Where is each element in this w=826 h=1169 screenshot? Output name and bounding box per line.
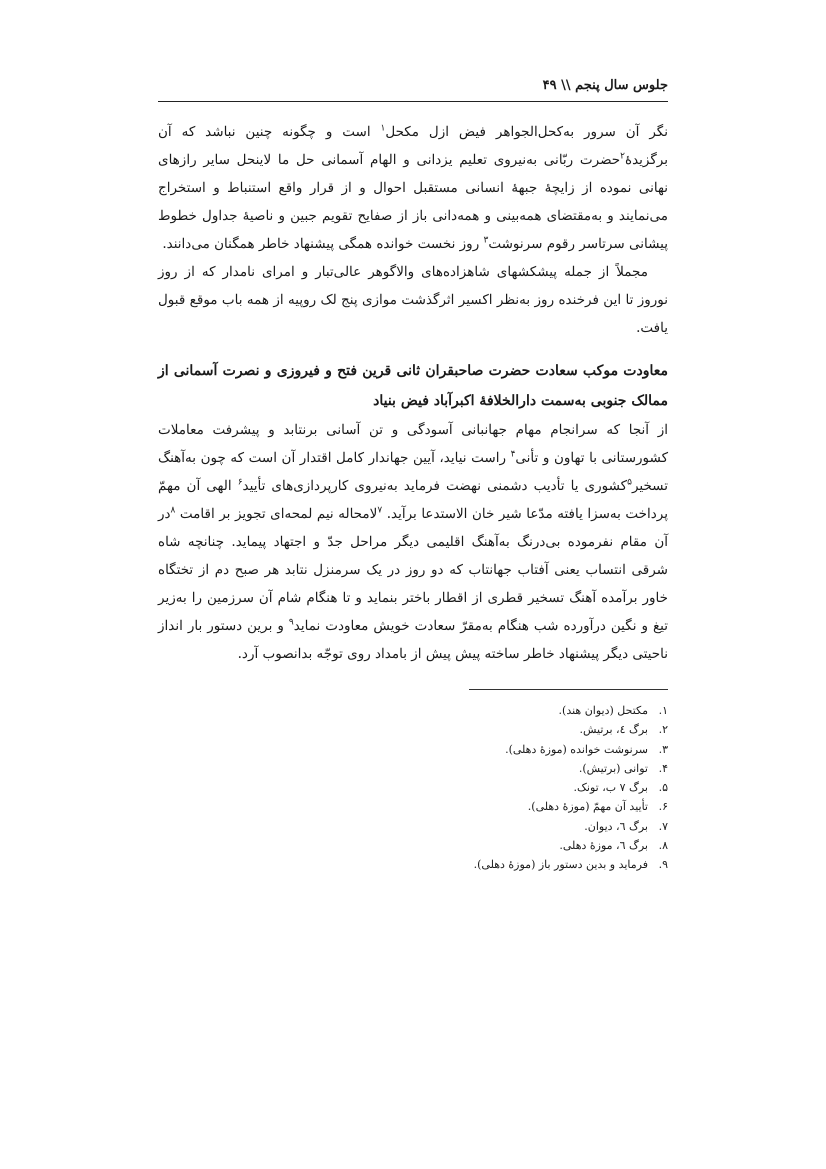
paragraph-1-text-a: نگر آن سرور به‌کحل‌الجواهر فیض ازل مکحل [385,124,668,140]
paragraph-3-text-e: لامحاله نیم لمحه‌ای تجویز بر اقامت [175,506,378,522]
footnote-number: ۷. [658,819,668,833]
footnote-ref-9: ۹ [288,617,294,628]
paragraph-3-text-b: راست نیاید، آیین جهاندار کامل اقتدار آن است که چون به‌آهنگ تسخیر [158,450,668,494]
footnote-number: ۴. [658,761,668,775]
footnote-ref-5: ۵ [627,477,632,488]
footnote-text: برگ ٦، دیوان. [584,819,648,833]
footnote-text: مکتحل (دیوان هند). [558,704,648,717]
paragraph-1-text-c: حضرت ربّانی به‌نیروی تعلیم یزدانی و الهام آسمانی حل ما لاینحل سایر رازهای نهانی نموده از زایچهٔ جبههٔ انسانی مستقبل احوال و از قرار واقع استنباط و استخراج می‌نمایند و به‌مقتضای همه‌بینی و همه‌دانی باز از صفایح تقویم جبین و ناصیهٔ جداول خطوط پیشانی سرتاسر رقوم سرنوشت [158,152,668,252]
footnote-item [158,740,668,759]
footnote-text: سرنوشت خوانده (موزهٔ دهلی). [505,742,648,756]
running-header-title: جلوس سال پنجم \\ ۴۹ [542,78,668,93]
footnote-ref-7: ۷ [377,505,383,516]
footnote-ref-4: ۴ [510,449,516,460]
footnote-ref-8: ۸ [170,505,176,516]
paragraph-3-text-d: الهی آن مهمّ پرداخت به‌سزا یافته مدّعا شیر خان الاستدعا برآید. [158,478,668,522]
footnote-number: ۹. [658,858,668,872]
footnote-item [158,778,668,797]
footnote-ref-1: ۱ [380,123,386,134]
footnote-number: ۶. [658,800,668,814]
footnote-text: توانی (برتیش). [578,761,648,775]
footnote-item [158,836,668,855]
footnote-item [158,817,668,836]
header-rule [158,101,668,102]
footnote-number: ۲. [658,723,668,737]
body-text [158,118,668,668]
paragraph-1-text-d: روز نخست خوانده همگی پیشنهاد خاطر همگنان می‌دانند. [162,236,484,252]
footnote-number: ۵. [658,781,668,795]
paragraph-3 [158,416,668,668]
footnote-number: ۳. [658,742,668,756]
footnotes-list [158,701,668,875]
section-heading: معاودت موکب سعادت حضرت صاحبقران ثانی قرین فتح و فیروزی و نصرت آسمانی از ممالک جنوبی به‌سمت دارالخلافهٔ اکبرآباد فیض بنیاد [158,363,668,409]
footnote-ref-3: ۳ [483,235,489,246]
footnote-item [158,720,668,739]
footnote-number: ۸. [658,839,668,853]
footnote-item [158,797,668,816]
footnote-item [158,759,668,778]
paragraph-2: مجملاً از جمله پیشکشهای شاهزاده‌های والاگوهر عالی‌تبار و امرای نامدار که از روز نوروز تا این فرخنده روز به‌نظر اکسیر اثرگذشت موازی پنج لک روپیه از همه باب موقع قبول یافت. [158,264,668,336]
running-header [158,78,668,100]
paragraph-1 [158,118,668,258]
paragraph-3-text-c: کشوری یا تأدیب دشمنی نهضت فرماید به‌نیروی کارپردازی‌های تأیید [242,478,628,494]
footnote-text: فرماید و بدین دستور باز (موزهٔ دهلی). [473,858,648,872]
footnote-text: برگ ۷ ب، تونک. [573,781,648,795]
paragraph-3-text-g: و برین دستور بار انداز ناحیتی دیگر پیشنهاد خاطر ساخته پیش پیش از بامداد روی توجّه بدانصوب آرد. [158,618,668,662]
footnote-item [158,701,668,720]
footnote-text: برگ ٤، برتیش. [579,723,648,737]
paragraph-1-text-b: است و چگونه چنین نباشد که آن برگزیدهٔ [158,124,668,168]
footnote-item [158,855,668,874]
footnote-rule [469,689,668,690]
footnote-text: برگ ٦، موزهٔ دهلی. [559,839,648,853]
footnote-text: تأیید آن مهمّ (موزهٔ دهلی). [527,800,648,814]
footnote-ref-6: ۶ [237,477,243,488]
footnote-number: ۱. [658,704,668,717]
paragraph-3-text-f: در آن مقام نفرموده بی‌درنگ به‌آهنگ اقلیمی دیگر مراحل جدّ و اجتهاد پیماید. چنانچه شاه شرقی انتساب یعنی آفتاب جهانتاب که دو روز در یک سرمنزل نتابد هر صبح دم از تختگاه خاور برآمده آهنگ تسخیر قطری از اقطار باختر بنماید و تا هنگام شام آن سرزمین را به‌زیر تیغ و نگین درآورده شب هنگام به‌مقرّ سعادت خویش معاودت نماید [158,506,668,634]
footnote-ref-2: ۲ [620,151,625,162]
paragraph-3-text-a: از آنجا که سرانجام مهام جهانبانی آسودگی و تن آسانی برنتابد و پیشرفت معاملات کشورستانی با تهاون و تأنی [158,422,668,466]
